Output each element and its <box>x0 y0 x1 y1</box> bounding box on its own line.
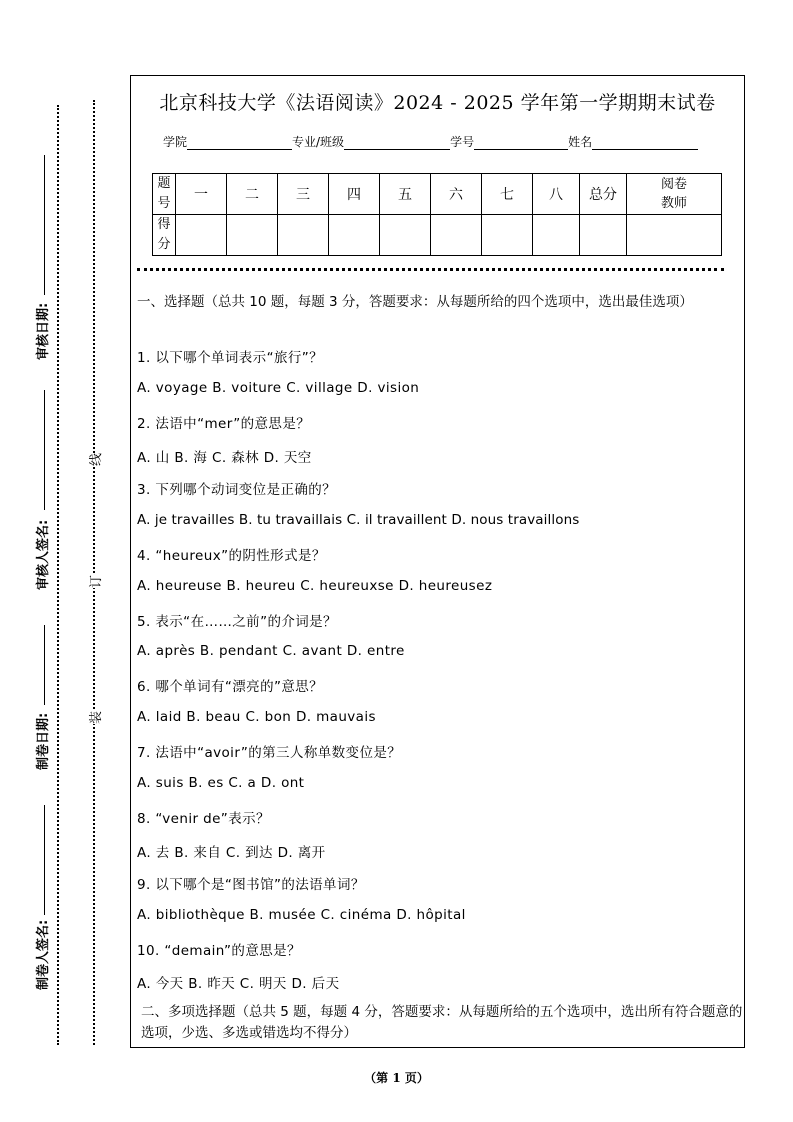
name-label: 姓名 <box>568 135 593 149</box>
col-grader-label: 阅卷教师 <box>660 177 687 211</box>
question-8: 8. “venir de”表示？ <box>137 811 270 827</box>
score-cell-1[interactable] <box>176 215 227 256</box>
col-total: 总分 <box>580 174 627 215</box>
college-field[interactable] <box>187 137 292 150</box>
score-table-header-row <box>153 174 722 215</box>
score-cell-5[interactable] <box>380 215 431 256</box>
reviewer-sign-label: 审核人签名: <box>36 519 51 590</box>
question-1: 1. 以下哪个单词表示“旅行”？ <box>137 350 324 366</box>
reviewer-sign-line <box>44 390 45 510</box>
exam-title: 北京科技大学《法语阅读》2024 - 2025 学年第一学期期末试卷 <box>159 92 716 114</box>
answer-options-2: A. 山 B. 海 C. 森林 D. 天空 <box>137 450 312 466</box>
maker-sign-line <box>44 805 45 915</box>
score-table-score-row <box>153 215 722 256</box>
exam-frame <box>130 75 745 1048</box>
answer-options-4: A. heureuse B. heureu C. heureuxse D. heureusez <box>137 578 493 594</box>
col-grader <box>627 174 722 215</box>
major-label: 专业/班级 <box>292 135 345 149</box>
answer-options-7: A. suis B. es C. a D. ont <box>137 775 305 791</box>
score-cell-2[interactable] <box>227 215 278 256</box>
make-date-line <box>44 625 45 705</box>
question-10: 10. “demain”的意思是？ <box>137 943 301 959</box>
inner-dotted-rule <box>57 105 59 1045</box>
major-field[interactable] <box>344 137 450 150</box>
answer-options-8: A. 去 B. 来自 C. 到达 D. 离开 <box>137 845 326 861</box>
college-label: 学院 <box>163 135 188 149</box>
binding-dotted-rule <box>93 100 95 1045</box>
answer-options-1: A. voyage B. voiture C. village D. vision <box>137 380 420 396</box>
col-4: 四 <box>329 174 380 215</box>
answer-options-5: A. après B. pendant C. avant D. entre <box>137 643 405 659</box>
score-cell-total[interactable] <box>580 215 627 256</box>
section1-heading: 一、选择题（总共 10 题，每题 3 分，答题要求：从每题所给的四个选项中，选出最佳选项） <box>137 294 693 310</box>
question-6: 6. 哪个单词有“漂亮的”意思？ <box>137 679 324 695</box>
answer-options-3: A. je travailles B. tu travaillais C. il travaillent D. nous travaillons <box>137 512 580 528</box>
section2-heading: 二、多项选择题（总共 5 题，每题 4 分，答题要求：从每题所给的五个选项中，选出所有符合题意的选项，少选、多选或错选均不得分） <box>141 1004 743 1041</box>
review-date-label: 审核日期: <box>36 302 51 360</box>
student-id-field[interactable] <box>474 137 568 150</box>
question-7: 7. 法语中“avoir”的第三人称单数变位是？ <box>137 745 402 761</box>
question-4: 4. “heureux”的阴性形式是？ <box>137 548 326 564</box>
score-table <box>152 173 722 256</box>
col-6: 六 <box>431 174 482 215</box>
row-label-number: 题号 <box>153 174 176 215</box>
col-7: 七 <box>482 174 533 215</box>
col-3: 三 <box>278 174 329 215</box>
name-field[interactable] <box>592 137 698 150</box>
row-label-score: 得分 <box>153 215 176 256</box>
answer-options-9: A. bibliothèque B. musée C. cinéma D. hôpital <box>137 907 466 923</box>
col-8: 八 <box>533 174 580 215</box>
question-3: 3. 下列哪个动词变位是正确的？ <box>137 482 337 498</box>
score-cell-6[interactable] <box>431 215 482 256</box>
col-2: 二 <box>227 174 278 215</box>
score-cell-8[interactable] <box>533 215 580 256</box>
col-1: 一 <box>176 174 227 215</box>
bind-char-line: 线 <box>85 453 104 466</box>
question-5: 5. 表示“在……之前”的介词是？ <box>137 614 337 630</box>
bind-char-order: 订 <box>85 575 104 588</box>
answer-options-6: A. laid B. beau C. bon D. mauvais <box>137 709 376 725</box>
bind-char-fold: 装 <box>85 711 104 724</box>
student-info-row <box>163 133 698 150</box>
score-cell-7[interactable] <box>482 215 533 256</box>
question-9: 9. 以下哪个是“图书馆”的法语单词？ <box>137 877 365 893</box>
dotted-separator <box>137 268 724 271</box>
make-date-label: 制卷日期: <box>36 712 51 770</box>
score-cell-3[interactable] <box>278 215 329 256</box>
score-cell-4[interactable] <box>329 215 380 256</box>
col-5: 五 <box>380 174 431 215</box>
maker-sign-label: 制卷人签名: <box>36 919 51 990</box>
student-id-label: 学号 <box>450 135 475 149</box>
review-date-line <box>44 155 45 295</box>
page-number: （第 1 页） <box>364 1071 429 1085</box>
answer-options-10: A. 今天 B. 昨天 C. 明天 D. 后天 <box>137 976 340 992</box>
question-2: 2. 法语中“mer”的意思是？ <box>137 416 311 432</box>
score-cell-grader[interactable] <box>627 215 722 256</box>
